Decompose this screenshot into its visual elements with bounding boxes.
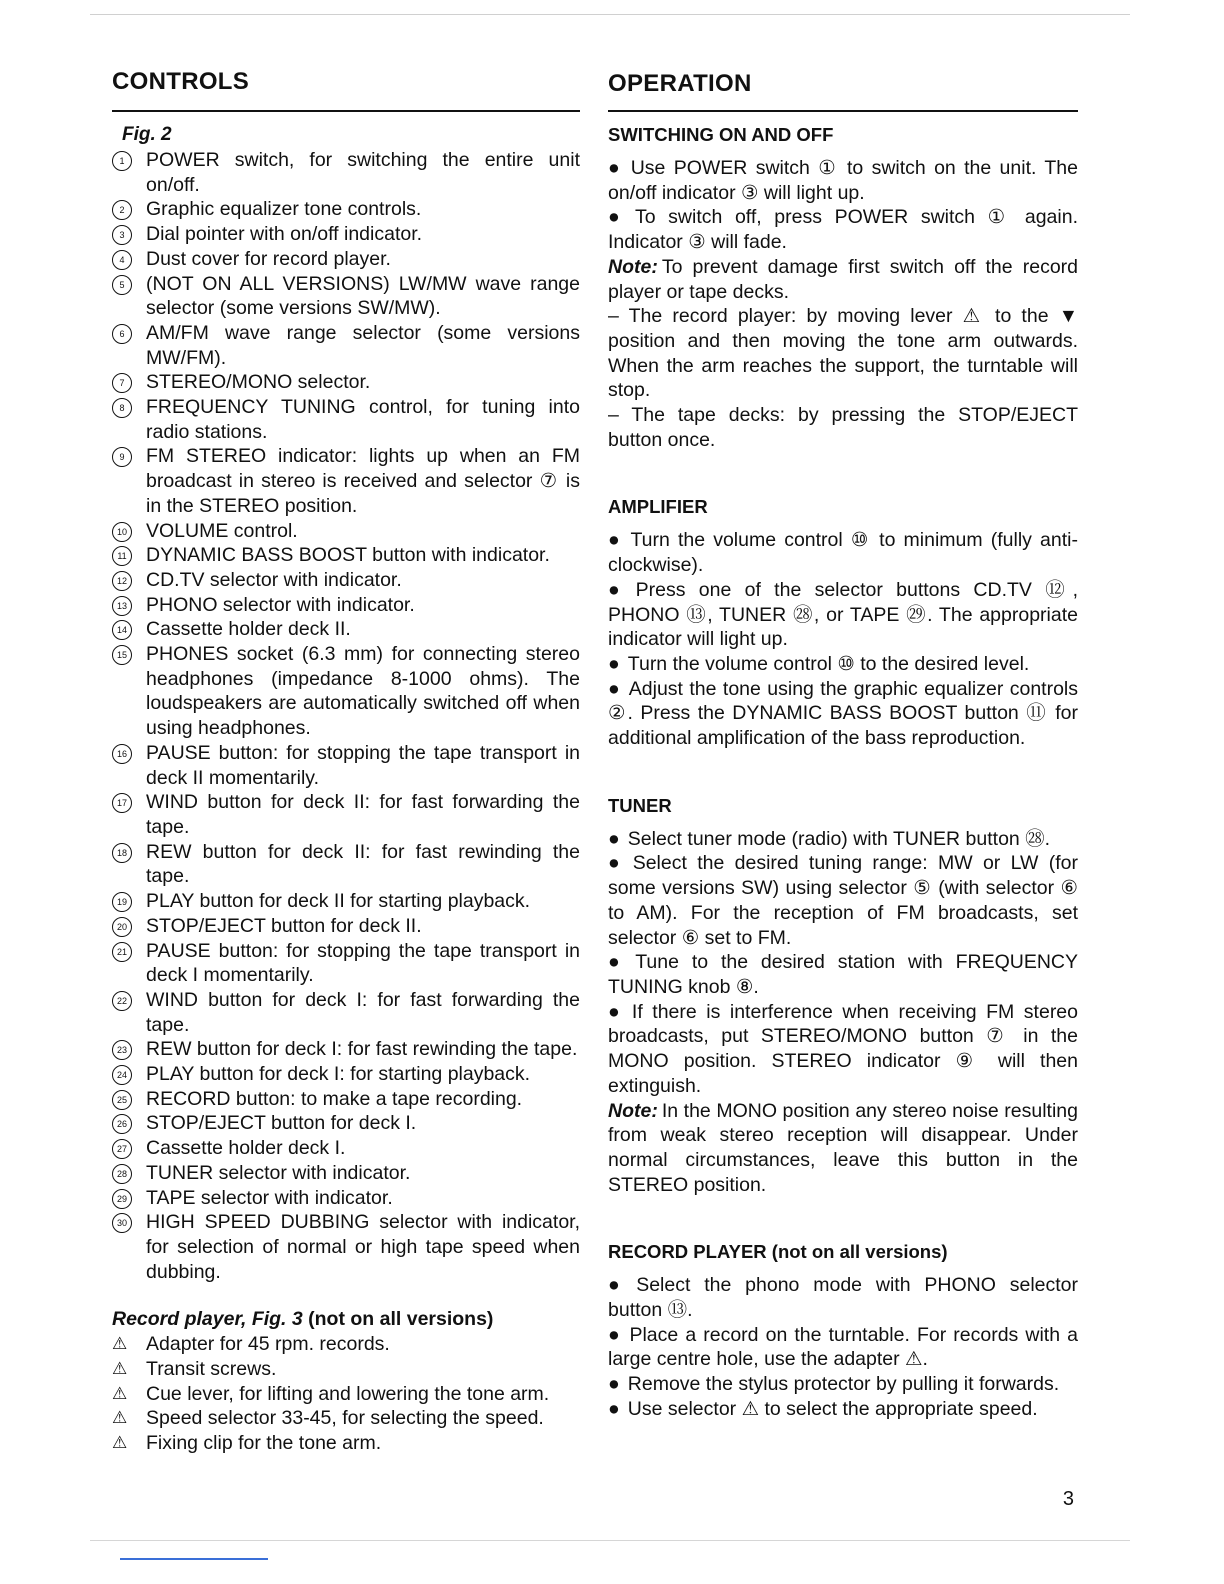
- bullet-icon: ●: [608, 652, 620, 675]
- record-player-part-text: Fixing clip for the tone arm.: [146, 1432, 382, 1455]
- warning-triangle-icon: ⚠: [112, 1408, 128, 1428]
- bullet-icon: ●: [608, 206, 627, 229]
- circled-number-icon: 29: [112, 1189, 132, 1209]
- section-title: AMPLIFIER: [608, 496, 708, 518]
- bullet-icon: ●: [608, 1274, 629, 1297]
- operation-paragraph-text: Adjust the tone using the graphic equalizer controls ②. Press the DYNAMIC BASS BOOST button ⑪ for additional amplification of the bass reproduction.: [608, 677, 1078, 750]
- control-item: [112, 247, 580, 272]
- page-number: 3: [1062, 1488, 1074, 1510]
- record-player-part: [112, 1431, 580, 1456]
- circled-number-icon: 22: [112, 991, 132, 1011]
- operation-paragraph-text: – The record player: by moving lever ⚠ to the ▼ position and then moving the tone arm outwards. When the arm reaches the support, the turntable will stop.: [608, 305, 1078, 402]
- scan-artifact-bottom: [90, 1540, 1130, 1541]
- control-item-text: PHONES socket (6.3 mm) for connecting stereo headphones (impedance 8-1000 ohms). The loudspeakers are automatically switched off when using headphones.: [146, 643, 580, 740]
- operation-paragraph-text: Use POWER switch ① to switch on the unit. The on/off indicator ③ will light up.: [608, 157, 1079, 204]
- control-item-text: REW button for deck I: for fast rewinding the tape.: [146, 1038, 578, 1061]
- bullet-icon: ●: [608, 1397, 620, 1420]
- operation-paragraph: [608, 1000, 1078, 1099]
- operation-paragraph: [608, 1273, 1078, 1322]
- control-item-text: RECORD button: to make a tape recording.: [146, 1087, 523, 1110]
- bullet-icon: ●: [608, 677, 621, 700]
- operation-paragraph-text: Use selector ⚠ to select the appropriate speed.: [627, 1397, 1038, 1420]
- operation-paragraph-text: Tune to the desired station with FREQUENCY TUNING knob ⑧.: [608, 951, 1078, 998]
- control-item: [112, 148, 580, 197]
- circled-number-icon: 17: [112, 793, 132, 813]
- record-player-title-rest: (not on all versions): [308, 1308, 494, 1331]
- circled-number-icon: 1: [112, 151, 132, 171]
- bullet-icon: ●: [608, 1000, 624, 1023]
- circled-number-icon: 12: [112, 571, 132, 591]
- circled-number-icon: 6: [112, 324, 132, 344]
- operation-paragraph-text: Remove the stylus protector by pulling it forwards.: [627, 1373, 1060, 1396]
- control-item: [112, 939, 580, 988]
- circled-number-icon: 24: [112, 1065, 132, 1085]
- operation-paragraph: [608, 205, 1078, 254]
- operation-paragraph: [608, 1372, 1078, 1397]
- circled-number-icon: 20: [112, 917, 132, 937]
- circled-number-icon: 9: [112, 447, 132, 467]
- control-item: [112, 543, 580, 568]
- control-item: [112, 741, 580, 790]
- control-item-text: PLAY button for deck II for starting playback.: [146, 890, 531, 913]
- operation-paragraph-text: Turn the volume control ⑩ to the desired level.: [627, 652, 1030, 675]
- circled-number-icon: 7: [112, 373, 132, 393]
- operation-paragraph: [608, 578, 1078, 652]
- control-item-text: AM/FM wave range selector (some versions MW/FM).: [146, 321, 580, 369]
- record-player-part-text: Adapter for 45 rpm. records.: [146, 1333, 390, 1356]
- note-label: Note:: [608, 255, 658, 278]
- bullet-icon: ●: [608, 157, 623, 179]
- circled-number-icon: 25: [112, 1090, 132, 1110]
- operation-paragraph: [608, 1397, 1078, 1422]
- warning-triangle-icon: ⚠: [112, 1334, 128, 1354]
- circled-number-icon: 15: [112, 645, 132, 665]
- record-player-title: [112, 1306, 580, 1332]
- control-item-text: PAUSE button: for stopping the tape transport in deck I momentarily.: [146, 939, 580, 987]
- circled-number-icon: 27: [112, 1139, 132, 1159]
- control-item-text: PHONO selector with indicator.: [146, 593, 415, 616]
- control-item-text: PLAY button for deck I: for starting playback.: [146, 1063, 531, 1086]
- control-item-text: PAUSE button: for stopping the tape transport in deck II momentarily.: [146, 741, 580, 789]
- control-item: [112, 1210, 580, 1284]
- operation-paragraph-text: Turn the volume control ⑩ to minimum (fully anti-clockwise).: [608, 529, 1078, 577]
- section-title: RECORD PLAYER (not on all versions): [608, 1241, 948, 1263]
- control-item-text: STOP/EJECT button for deck I.: [146, 1112, 417, 1135]
- warning-triangle-icon: ⚠: [112, 1383, 128, 1403]
- circled-number-icon: 26: [112, 1114, 132, 1134]
- circled-number-icon: 11: [112, 546, 132, 566]
- operation-paragraph: [608, 304, 1078, 403]
- record-player-parts-list: [112, 1332, 580, 1456]
- operation-paragraph: [608, 652, 1078, 677]
- control-item-text: POWER switch, for switching the entire unit on/off.: [146, 149, 580, 196]
- circled-number-icon: 8: [112, 398, 132, 418]
- operation-paragraph-text: Select tuner mode (radio) with TUNER button ㉘.: [627, 827, 1051, 850]
- control-item: [112, 840, 580, 889]
- circled-number-icon: 2: [112, 200, 132, 220]
- bullet-icon: ●: [608, 852, 625, 875]
- operation-paragraph: [608, 827, 1078, 852]
- record-player-part: [112, 1357, 580, 1382]
- section-title: TUNER: [608, 794, 672, 816]
- operation-sections: [608, 124, 1078, 1422]
- controls-column: [112, 66, 580, 1456]
- control-item: [112, 1111, 580, 1136]
- control-item: [112, 790, 580, 839]
- note-label: Note:: [608, 1099, 658, 1122]
- circled-number-icon: 10: [112, 522, 132, 542]
- control-item: [112, 1136, 580, 1161]
- operation-paragraph: [608, 403, 1078, 452]
- bullet-icon: ●: [608, 827, 620, 850]
- operation-paragraph: [608, 255, 1078, 304]
- control-item-text: Dust cover for record player.: [146, 247, 391, 270]
- control-item-text: DYNAMIC BASS BOOST button with indicator.: [146, 544, 550, 567]
- controls-list: [112, 148, 580, 1284]
- fig-2-label: Fig. 2: [122, 124, 172, 145]
- circled-number-icon: 19: [112, 892, 132, 912]
- record-player-part-text: Speed selector 33-45, for selecting the speed.: [146, 1407, 544, 1430]
- control-item: [112, 1062, 580, 1087]
- operation-paragraph-text: To switch off, press POWER switch ① again. Indicator ③ will fade.: [608, 206, 1078, 254]
- record-player-title-italic: Record player, Fig. 3: [112, 1308, 303, 1331]
- control-item: [112, 593, 580, 618]
- control-item: [112, 197, 580, 222]
- warning-triangle-icon: ⚠: [112, 1433, 128, 1453]
- operation-paragraph-text: In the MONO position any stereo noise resulting from weak stereo reception will disappear. Under normal circumstances, leave this button in the STEREO position.: [608, 1099, 1078, 1196]
- control-item-text: Cassette holder deck II.: [146, 618, 351, 641]
- operation-paragraph: [608, 950, 1078, 999]
- control-item: [112, 370, 580, 395]
- control-item-text: TAPE selector with indicator.: [146, 1186, 393, 1209]
- control-item-text: Dial pointer with on/off indicator.: [146, 223, 423, 246]
- operation-paragraph: [608, 156, 1078, 205]
- operation-heading: OPERATION: [608, 66, 1078, 112]
- circled-number-icon: 23: [112, 1040, 132, 1060]
- circled-number-icon: 4: [112, 250, 132, 270]
- circled-number-icon: 3: [112, 225, 132, 245]
- control-item-text: TUNER selector with indicator.: [146, 1161, 411, 1184]
- record-player-part: [112, 1332, 580, 1357]
- scan-artifact-blue-line: [120, 1558, 268, 1560]
- control-item: [112, 1037, 580, 1062]
- control-item: [112, 222, 580, 247]
- control-item-text: Cassette holder deck I.: [146, 1137, 346, 1160]
- operation-paragraph-text: Select the desired tuning range: MW or LW (for some versions SW) using selector ⑤ (with selector ⑥ to AM). For the reception of FM broadcasts, set selector ⑥ set to FM.: [608, 852, 1078, 949]
- bullet-icon: ●: [608, 578, 628, 601]
- circled-number-icon: 13: [112, 596, 132, 616]
- circled-number-icon: 18: [112, 843, 132, 863]
- control-item: [112, 321, 580, 370]
- controls-heading: CONTROLS: [112, 66, 580, 112]
- control-item: [112, 914, 580, 939]
- control-item-text: HIGH SPEED DUBBING selector with indicator, for selection of normal or high tape speed when dubbing.: [146, 1211, 580, 1283]
- circled-number-icon: 16: [112, 744, 132, 764]
- operation-paragraph-text: Select the phono mode with PHONO selector button ⑬.: [608, 1274, 1078, 1322]
- bullet-icon: ●: [608, 1373, 620, 1396]
- scan-artifact-top: [90, 14, 1130, 15]
- control-item-text: VOLUME control.: [146, 519, 298, 542]
- control-item: [112, 1161, 580, 1186]
- circled-number-icon: 21: [112, 942, 132, 962]
- record-player-part-text: Cue lever, for lifting and lowering the tone arm.: [146, 1382, 550, 1405]
- control-item: [112, 617, 580, 642]
- control-item-text: FM STEREO indicator: lights up when an FM broadcast in stereo is received and selector ⑦ is in the STEREO position.: [146, 445, 580, 517]
- control-item: [112, 519, 580, 544]
- operation-paragraph-text: Press one of the selector buttons CD.TV ⑫, PHONO ⑬, TUNER ㉘, or TAPE ㉙. The appropriate indicator will light up.: [608, 578, 1078, 651]
- control-item: [112, 568, 580, 593]
- control-item: [112, 1186, 580, 1211]
- warning-triangle-icon: ⚠: [112, 1359, 128, 1379]
- operation-column: [608, 66, 1078, 1422]
- control-item-text: Graphic equalizer tone controls.: [146, 198, 422, 221]
- control-item-text: STEREO/MONO selector.: [146, 371, 371, 394]
- operation-paragraph-text: If there is interference when receiving FM stereo broadcasts, put STEREO/MONO button ⑦ in the MONO position. STEREO indicator ⑨ will then extinguish.: [608, 1000, 1078, 1097]
- operation-paragraph-text: – The tape decks: by pressing the STOP/EJECT button once.: [608, 404, 1078, 451]
- control-item-text: WIND button for deck II: for fast forwarding the tape.: [146, 791, 580, 838]
- control-item-text: REW button for deck II: for fast rewinding the tape.: [146, 840, 580, 888]
- operation-paragraph-text: To prevent damage first switch off the record player or tape decks.: [608, 255, 1078, 303]
- control-item: [112, 272, 580, 321]
- circled-number-icon: 14: [112, 620, 132, 640]
- control-item: [112, 889, 580, 914]
- operation-paragraph: [608, 1099, 1078, 1198]
- bullet-icon: ●: [608, 951, 628, 974]
- control-item: [112, 444, 580, 518]
- operation-paragraph: [608, 851, 1078, 950]
- circled-number-icon: 28: [112, 1164, 132, 1184]
- operation-paragraph-text: Place a record on the turntable. For records with a large centre hole, use the adapter ⚠.: [608, 1323, 1078, 1371]
- control-item: [112, 1087, 580, 1112]
- bullet-icon: ●: [608, 529, 623, 552]
- control-item: [112, 642, 580, 741]
- control-item: [112, 988, 580, 1037]
- control-item: [112, 395, 580, 444]
- control-item-text: STOP/EJECT button for deck II.: [146, 914, 422, 937]
- circled-number-icon: 30: [112, 1213, 132, 1233]
- record-player-part: [112, 1406, 580, 1431]
- control-item-text: (NOT ON ALL VERSIONS) LW/MW wave range selector (some versions SW/MW).: [146, 272, 580, 320]
- operation-paragraph: [608, 1323, 1078, 1372]
- control-item-text: CD.TV selector with indicator.: [146, 568, 402, 591]
- record-player-part-text: Transit screws.: [146, 1358, 277, 1381]
- circled-number-icon: 5: [112, 275, 132, 295]
- control-item-text: WIND button for deck I: for fast forwarding the tape.: [146, 988, 580, 1036]
- control-item-text: FREQUENCY TUNING control, for tuning into radio stations.: [146, 396, 580, 443]
- record-player-part: [112, 1382, 580, 1407]
- bullet-icon: ●: [608, 1323, 622, 1346]
- section-title: SWITCHING ON AND OFF: [608, 124, 834, 145]
- operation-paragraph: [608, 528, 1078, 577]
- operation-paragraph: [608, 677, 1078, 751]
